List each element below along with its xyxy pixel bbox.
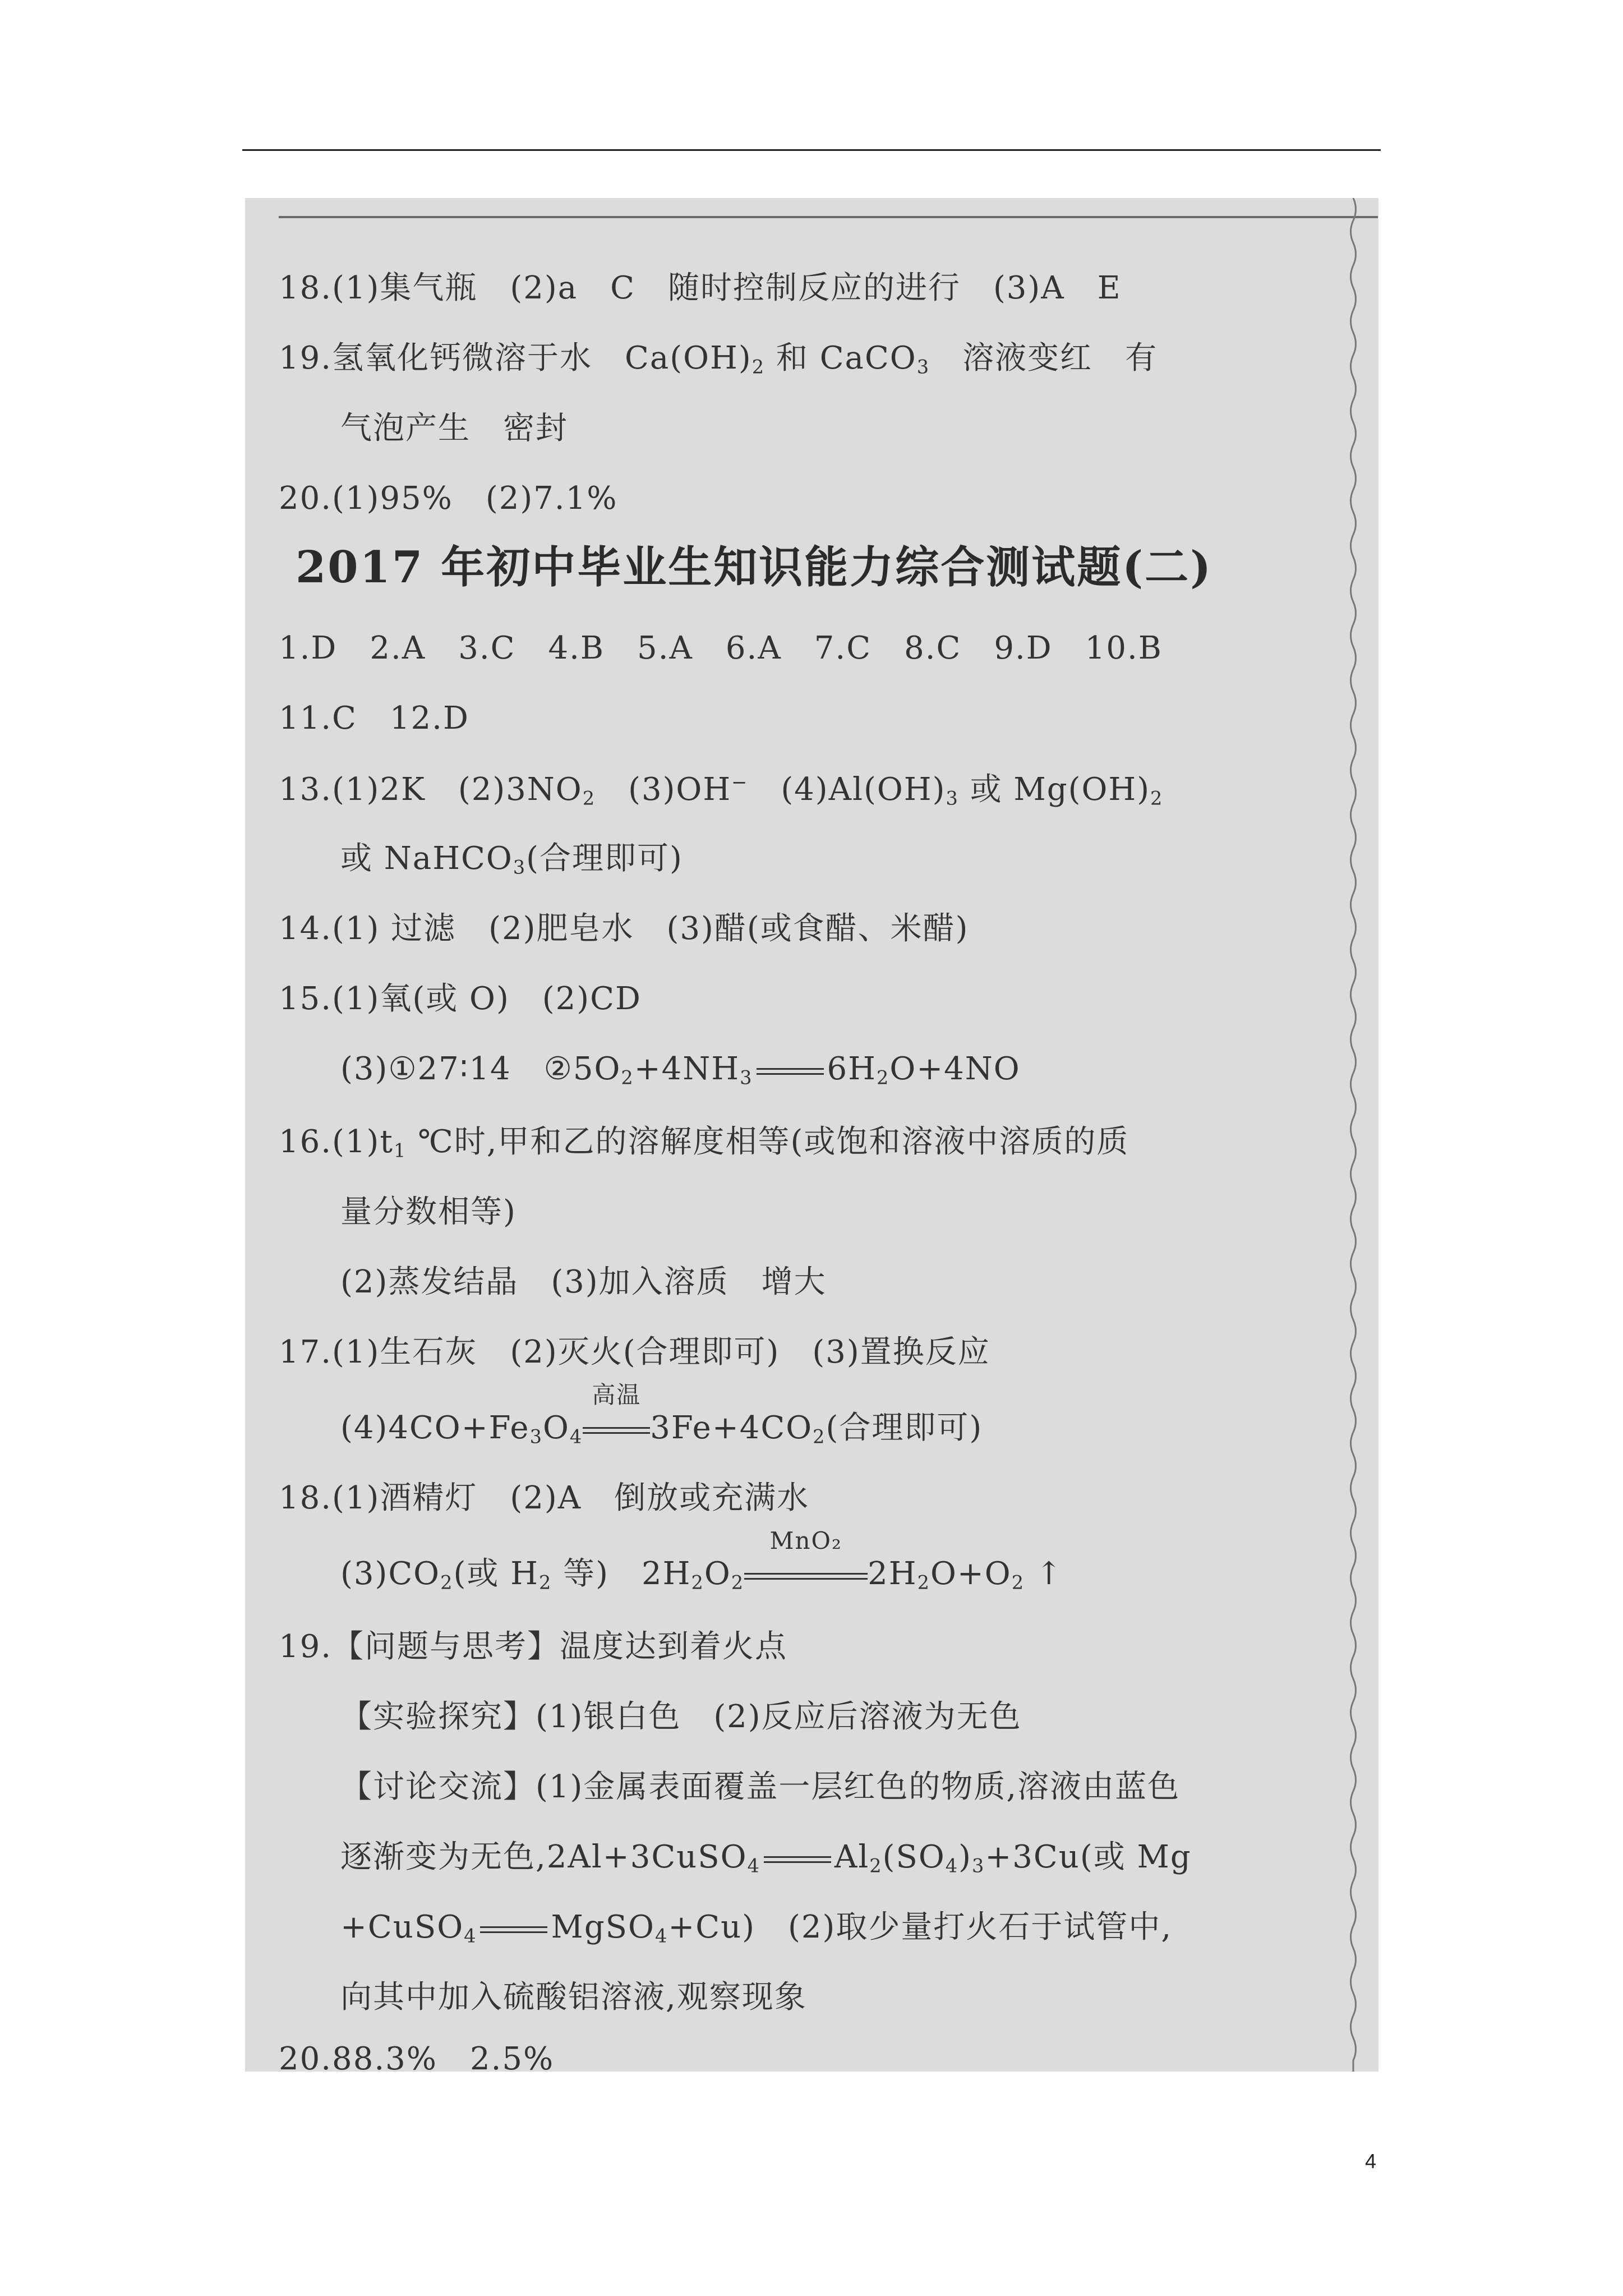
q13-c: (3)OH	[596, 771, 732, 808]
ans19-sub1: 2	[751, 356, 766, 378]
q19-n: +Cu) (2)取少量打火石于试管中,	[668, 1909, 1173, 1945]
ans19-post: 溶液变红 有	[930, 340, 1158, 376]
answer-20-prev: 20.(1)95% (2)7.1%	[279, 480, 618, 517]
equals-bar	[583, 1427, 650, 1434]
q19-k: 4	[464, 1925, 477, 1947]
answer-15: 15.(1)氧(或 O) (2)CD	[279, 981, 642, 1017]
q19-g: )	[958, 1839, 972, 1875]
q13-d: −	[731, 771, 749, 793]
q19-h: 3	[972, 1855, 985, 1877]
q13-k: (合理即可)	[526, 840, 683, 877]
answer-14: 14.(1) 过滤 (2)肥皂水 (3)醋(或食醋、米醋)	[279, 910, 969, 947]
answer-17-equation	[340, 1381, 983, 1448]
answer-content	[245, 198, 1378, 2072]
q15-b: 2	[621, 1066, 634, 1089]
q19-i: +3Cu(或 Mg	[985, 1839, 1192, 1875]
answer-19-experiment: 【实验探究】(1)银白色 (2)反应后溶液为无色	[340, 1699, 1022, 1735]
q16-c: ℃时,甲和乙的溶解度相等(或饱和溶液中溶质的质	[407, 1124, 1129, 1160]
answer-18-equation	[340, 1527, 1063, 1594]
answer-16	[279, 1126, 1129, 1160]
q19-f: 4	[945, 1855, 959, 1877]
scanned-answer-sheet	[245, 198, 1378, 2072]
q19-c: Al	[834, 1839, 870, 1875]
q18-g: O	[704, 1556, 731, 1592]
answer-17: 17.(1)生石灰 (2)灭火(合理即可) (3)置换反应	[279, 1334, 990, 1370]
q16-a: 16.(1)t	[279, 1124, 394, 1160]
q18-d: 2	[538, 1571, 552, 1594]
answer-15-equation	[340, 1053, 1021, 1087]
q18-i: 2H	[868, 1556, 917, 1592]
q19-e: (SO	[882, 1839, 946, 1875]
q18-b: 2	[440, 1571, 454, 1594]
q18-k: O+O	[930, 1556, 1012, 1592]
answer-19-equation-1	[340, 1839, 1192, 1877]
mc-answers-1-10: 1.D 2.A 3.C 4.B 5.A 6.A 7.C 8.C 9.D 10.B	[279, 630, 1163, 666]
answer-13-cont	[340, 840, 683, 878]
q17-c: O	[542, 1410, 570, 1446]
answer-19-prev	[279, 340, 1158, 378]
q19-a: 逐渐变为无色,2Al+3CuSO	[340, 1839, 748, 1875]
q19-l: MgSO	[551, 1909, 655, 1945]
answer-16-cont: 量分数相等)	[340, 1194, 517, 1230]
equals-bar	[744, 1573, 868, 1580]
equals-sign	[480, 1926, 547, 1933]
q18-h: 2	[731, 1571, 745, 1594]
answer-13	[279, 773, 1163, 808]
q13-i: 或 NaHCO	[340, 840, 513, 877]
q16-b: 1	[393, 1139, 407, 1162]
ans19-sub2: 3	[916, 356, 930, 378]
q15-g: O+4NO	[889, 1051, 1021, 1087]
q13-a: 13.(1)2K (2)3NO	[279, 771, 583, 808]
q17-d: 4	[569, 1425, 583, 1448]
equals-sign	[764, 1856, 831, 1863]
reaction-condition-high-temp	[583, 1381, 650, 1444]
q17-f: 2	[813, 1425, 826, 1448]
q13-g: 或 Mg(OH)	[958, 771, 1151, 808]
q13-j: 3	[513, 856, 527, 878]
q13-b: 2	[582, 787, 596, 809]
answer-19-cont: 向其中加入硫酸铝溶液,观察现象	[340, 1979, 807, 2016]
q18-j: 2	[917, 1571, 930, 1594]
answer-16-part2: (2)蒸发结晶 (3)加入溶质 增大	[340, 1264, 827, 1300]
answer-18-prev: 18.(1)集气瓶 (2)a C 随时控制反应的进行 (3)A E	[279, 270, 1122, 306]
section-title: 2017 年初中毕业生知识能力综合测试题(二)	[296, 542, 1213, 593]
q19-j: +CuSO	[340, 1909, 464, 1945]
answer-19-equation-2	[340, 1909, 1173, 1947]
q18-f: 2	[691, 1571, 704, 1594]
q18-e: 等) 2H	[552, 1556, 691, 1592]
q13-f: 3	[946, 787, 959, 809]
reaction-condition-catalyst	[744, 1527, 868, 1590]
q18-l: 2	[1011, 1571, 1025, 1594]
answer-19-prev-cont: 气泡产生 密封	[340, 410, 568, 447]
q13-h: 2	[1150, 787, 1164, 809]
q18-c: (或 H	[453, 1556, 539, 1592]
equals-sign	[757, 1068, 824, 1075]
q15-d: 3	[740, 1066, 753, 1089]
ans19-pre: 19.氢氧化钙微溶于水 Ca(OH)	[279, 340, 752, 376]
q19-m: 4	[654, 1925, 668, 1947]
answer-20: 20.88.3% 2.5%	[279, 2041, 555, 2072]
q15-c: +4NH	[634, 1051, 740, 1087]
ans19-mid: 和 CaCO	[765, 340, 917, 376]
answer-18: 18.(1)酒精灯 (2)A 倒放或充满水	[279, 1480, 810, 1516]
page-number: 4	[1365, 2150, 1377, 2173]
q17-g: (合理即可)	[826, 1410, 983, 1446]
header-rule	[242, 149, 1381, 151]
q15-f: 2	[876, 1066, 890, 1089]
q17-a: (4)4CO+Fe	[340, 1410, 530, 1446]
q18-a: (3)CO	[340, 1556, 441, 1592]
gas-arrow: ↑	[1025, 1556, 1063, 1592]
q13-e: (4)Al(OH)	[748, 771, 946, 808]
q15-e: 6H	[827, 1051, 877, 1087]
condition-label: 高温	[592, 1381, 642, 1409]
q15-a: (3)①27∶14 ②5O	[340, 1051, 621, 1087]
mc-answers-11-12: 11.C 12.D	[279, 700, 469, 737]
q19-b: 4	[747, 1855, 760, 1877]
q19-d: 2	[869, 1855, 883, 1877]
answer-19-discussion: 【讨论交流】(1)金属表面覆盖一层红色的物质,溶液由蓝色	[340, 1769, 1181, 1805]
q17-b: 3	[529, 1425, 543, 1448]
answer-19: 19.【问题与思考】温度达到着火点	[279, 1628, 788, 1665]
q17-e: 3Fe+4CO	[650, 1410, 813, 1446]
catalyst-label: MnO₂	[769, 1527, 842, 1554]
